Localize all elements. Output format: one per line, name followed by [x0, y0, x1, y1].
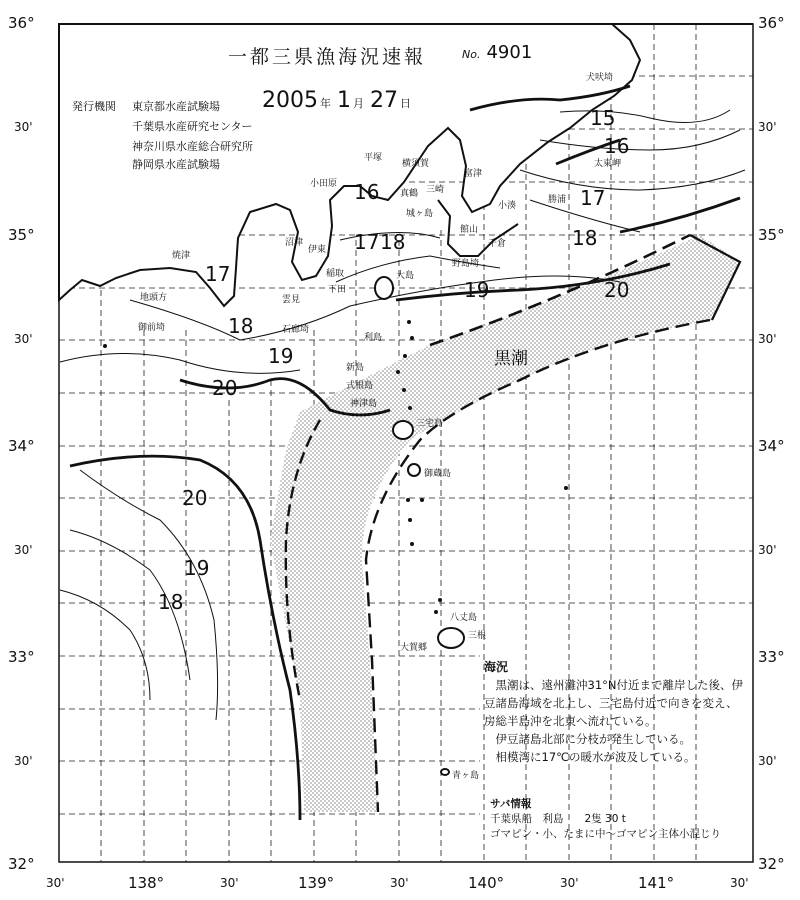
place-omaezaki: 御前埼: [138, 323, 166, 333]
lat-label-34-right: 34°: [758, 437, 785, 455]
place-inubosaki: 犬吠埼: [586, 73, 614, 83]
lon-label-137-30: 30': [46, 876, 65, 890]
publisher-label: 発行機関: [72, 100, 116, 113]
place-hiratsuka: 平塚: [364, 153, 383, 163]
place-oshima: 大島: [396, 271, 415, 281]
lon-label-139-30: 30': [390, 876, 409, 890]
publisher-chiba: 千葉県水産研究センター: [132, 120, 253, 133]
lat-label-35-30-right: 30': [758, 120, 777, 134]
lon-label-139: 139°: [298, 874, 335, 892]
saba-heading: サバ情報: [490, 798, 532, 810]
place-misaki: 三崎: [426, 185, 445, 195]
isotherm-label-15: 15: [590, 106, 616, 130]
lon-label-141: 141°: [638, 874, 675, 892]
isotherm-label-16-sagami: 16: [354, 180, 380, 204]
isotherm-label-18-east: 18: [572, 226, 598, 250]
place-shimoda: 下田: [328, 285, 347, 295]
kuroshio-label: 黒潮: [494, 349, 528, 369]
lat-label-34-30-left: 30': [14, 332, 33, 346]
lat-label-35-30-left: 30': [14, 120, 33, 134]
isotherm-label-19-west: 19: [268, 344, 294, 368]
place-niijima: 新島: [346, 363, 365, 373]
info-heading: 海況: [484, 660, 509, 674]
isotherm-label-17-sagami: 17: [354, 230, 380, 254]
isotherm-label-19-east: 19: [464, 278, 490, 302]
date-day: 27: [370, 88, 398, 113]
place-tateyama: 館山: [460, 225, 479, 235]
isotherm-label-17-east: 17: [580, 186, 606, 210]
info-line-3: 相模湾に17℃の暖水が波及している。: [495, 750, 696, 764]
date-year: 2005: [262, 88, 318, 113]
isotherm-label-20-east: 20: [604, 278, 630, 302]
place-aogashima: 青ヶ島: [452, 771, 480, 781]
lon-label-138-30: 30': [220, 876, 239, 890]
place-yokosuka: 横須賀: [402, 159, 430, 169]
isotherm-label-18-west: 18: [228, 314, 254, 338]
issue-value: 4901: [486, 42, 533, 63]
mackerel-info: [490, 797, 721, 842]
place-yaizu: 焼津: [172, 251, 191, 261]
lat-label-34-left: 34°: [8, 437, 35, 455]
lat-label-32-left: 32°: [8, 855, 35, 873]
isotherm-label-17-suruga: 17: [205, 262, 231, 286]
lat-label-35-left: 35°: [8, 226, 35, 244]
lon-label-140-30: 30': [560, 876, 579, 890]
place-ookago: 大賀郷: [400, 643, 428, 653]
lat-label-36-left: 36°: [8, 14, 35, 32]
place-ito: 伊東: [308, 245, 327, 255]
info-line-2: 伊豆諸島北部に分枝が発生している。: [495, 732, 691, 746]
place-mitsune: 三根: [468, 631, 487, 641]
place-kozushima: 神津島: [350, 399, 378, 409]
place-katsuura: 勝浦: [548, 195, 567, 205]
date-month-unit: 月: [353, 97, 364, 110]
isotherm-label-18-south: 18: [158, 590, 184, 614]
place-hachijojima: 八丈島: [450, 613, 478, 623]
place-inatori: 稲取: [326, 269, 345, 279]
lat-label-33-30-left: 30': [14, 543, 33, 557]
isotherm-label-19-south: 19: [184, 556, 210, 580]
lat-label-33-30-right: 30': [758, 543, 777, 557]
lat-label-32-30-right: 30': [758, 754, 777, 768]
place-taitomisaki: 太東岬: [594, 159, 622, 169]
place-toshima: 利島: [364, 333, 383, 343]
issue-number: [462, 42, 532, 63]
place-nojimazaki: 野島埼: [452, 259, 480, 269]
place-miyakejima: 三宅島: [416, 419, 444, 429]
saba-line-2: ゴマピン・小、たまに中〜ゴマピン主体小混じり: [490, 828, 721, 840]
lon-label-138: 138°: [128, 874, 165, 892]
lat-label-35-right: 35°: [758, 226, 785, 244]
issue-prefix: No.: [462, 48, 481, 61]
isotherm-label-16-east: 16: [604, 134, 630, 158]
lon-label-140: 140°: [468, 874, 505, 892]
place-kumomi: 雲見: [282, 295, 301, 305]
info-line-1: 黒潮は、遠州灘沖31°N付近まで離岸した後、伊豆諸島海域を北上し、三宅島付近で向きを変え、房総半島沖を北東へ流れている。: [484, 678, 743, 728]
lat-label-36-right: 36°: [758, 14, 785, 32]
place-chikura: 千倉: [488, 239, 507, 249]
issue-date: [262, 88, 417, 113]
place-mikurajima: 御蔵島: [424, 469, 452, 479]
place-manazuru: 真鶴: [400, 189, 419, 199]
publisher-shizuoka: 静岡県水産試験場: [132, 158, 220, 171]
place-futtsu: 富津: [464, 169, 483, 179]
date-year-unit: 年: [320, 97, 331, 110]
lat-label-32-30-left: 30': [14, 754, 33, 768]
lat-label-32-right: 32°: [758, 855, 785, 873]
place-jitogata: 地頭方: [140, 293, 168, 303]
date-day-unit: 日: [400, 97, 411, 110]
publisher-tokyo: 東京都水産試験場: [132, 100, 220, 113]
bulletin-title: 一都三県漁海況速報: [228, 46, 427, 68]
publisher-kanagawa: 神奈川県水産総合研究所: [132, 140, 253, 153]
place-odawara: 小田原: [310, 179, 338, 189]
lat-label-33-left: 33°: [8, 648, 35, 666]
sea-condition-info: [484, 658, 746, 766]
place-kominato: 小湊: [498, 201, 517, 211]
lat-label-33-right: 33°: [758, 648, 785, 666]
saba-line-1: 千葉県船 利島 2隻 30 t: [490, 813, 626, 825]
date-month: 1: [337, 88, 351, 113]
place-numazu: 沼津: [285, 238, 304, 248]
isotherm-label-20-west: 20: [212, 376, 238, 400]
lat-label-34-30-right: 30': [758, 332, 777, 346]
isotherm-label-20-south: 20: [182, 486, 208, 510]
place-shikinejima: 式根島: [346, 381, 374, 391]
place-irozaki: 石廊埼: [282, 325, 310, 335]
isotherm-label-18-sagami: 18: [380, 230, 406, 254]
place-jogashima: 城ヶ島: [406, 209, 434, 219]
lon-label-141-30: 30': [730, 876, 749, 890]
